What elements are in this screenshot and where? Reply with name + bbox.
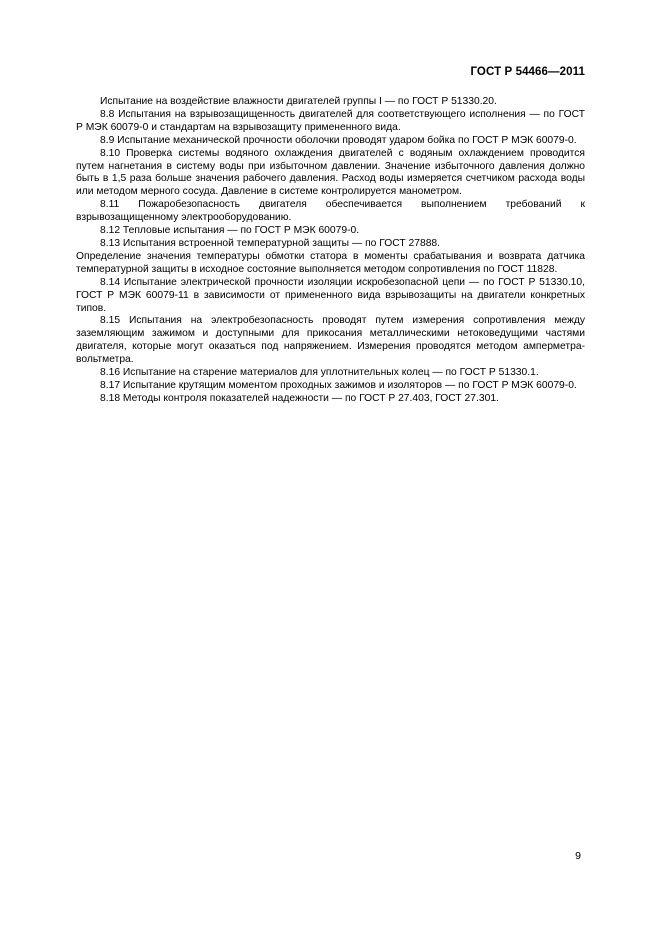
paragraph-8-8: 8.8 Испытания на взрывозащищенность двигателей для соответствующего исполнения — по ГОСТ Р МЭК 60079-0 и стандартам на взрывозащиту примененного вида. [76,108,585,133]
paragraph-8-10: 8.10 Проверка системы водяного охлаждения двигателей с водяным охлаждением проводится путем нагнетания в систему воды при избыточном давлении. Значение избыточного давления должно быть в 1,5 раза больше значения рабочего давления. Расход воды измеряется счетчиком расхода воды или методом мерного сосуда. Давление в системе контролируется манометром. [76,147,585,198]
paragraph-8-11: 8.11 Пожаробезопасность двигателя обеспечивается выполнением требований к взрывозащищенному электрооборудованию. [76,199,585,224]
paragraph-temperature-determination: Определение значения температуры обмотки статора в моменты срабатывания и возврата датчика температурной защиты в исходное состояние выполняется методом сопротивления по ГОСТ 11828. [76,250,585,275]
paragraph-8-14: 8.14 Испытание электрической прочности изоляции искробезопасной цепи — по ГОСТ Р 51330.10, ГОСТ Р МЭК 60079-11 в зависимости от примененного вида взрывозащиты на двигатели конкретных типов. [76,276,585,314]
document-code-header: ГОСТ Р 54466—2011 [470,66,585,78]
document-body [76,96,585,406]
paragraph-humidity-test: Испытание на воздействие влажности двигателей группы I — по ГОСТ Р 51330.20. [100,96,497,107]
paragraph-8-18: 8.18 Методы контроля показателей надежности — по ГОСТ Р 27.403, ГОСТ 27.301. [100,392,499,404]
paragraph-8-16: 8.16 Испытание на старение материалов для уплотнительных колец — по ГОСТ Р 51330.1. [100,367,539,379]
paragraph-8-17: 8.17 Испытание крутящим моментом проходных зажимов и изоляторов — по ГОСТ Р МЭК 60079-0. [100,379,577,391]
paragraph-8-15: 8.15 Испытания на электробезопасность проводят путем измерения сопротивления между заземляющим зажимом и доступными для прикосания металлическими нетоковедущими частями двигателя, которые могут оказаться под напряжением. Измерения проводятся методом амперметра-вольтметра. [76,315,585,366]
paragraph-8-12: 8.12 Тепловые испытания — по ГОСТ Р МЭК 60079-0. [100,225,360,237]
paragraph-8-13: 8.13 Испытания встроенной температурной защиты — по ГОСТ 27888. [100,237,441,249]
paragraph-8-9: 8.9 Испытание механической прочности оболочки проводят ударом бойка по ГОСТ Р МЭК 60079-0. [100,134,577,146]
page-number: 9 [575,850,581,862]
